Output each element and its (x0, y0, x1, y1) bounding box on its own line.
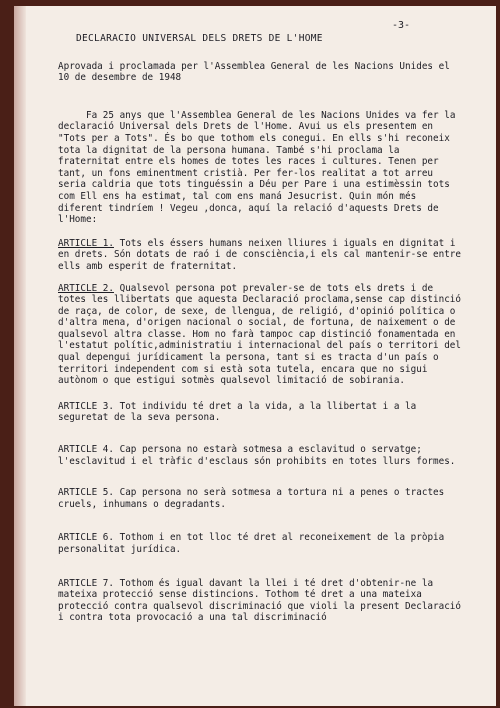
document-title: DECLARACIO UNIVERSAL DELS DRETS DE L'HOME (76, 33, 323, 44)
article-label: ARTICLE 6. (58, 532, 114, 544)
article-text: Tot individu té dret a la vida, a la llibertat i a la seguretat de la seva persona. (58, 400, 417, 424)
document-subtitle: Aprovada i proclamada per l'Assemblea General de les Nacions Unides el 10 de desembre de 1948 (58, 60, 450, 84)
article-2 (58, 283, 466, 387)
article-text: Qualsevol persona pot prevaler-se de tots els drets i de totes les llibertats que aquesta Declaració proclama,sense cap distinció de raça, de color, de sexe, de llengua, de religió, d'opinió política o d'altra mena, d'origen nacional o social, de fortuna, de naixement o de qualsevol altra classe. Hom no farà tampoc cap distinció fonamentada en l'estatut polític,administratiu i internacional del país o territori del qual depengui jurídicament la persona, tant si es tracta d'un país o territori independent com si està sota tutela, encara que no sigui autònom o que estigui sotmès qualsevol limitació de sobirania. (58, 282, 461, 387)
page-binding-edge (14, 6, 26, 706)
intro-paragraph: Fa 25 anys que l'Assemblea General de les Nacions Unides va fer la declaració Universal dels Drets de l'Home. Avui us els presentem en "Tots per a Tots". És bo que tothom els conegui. En ells s'hi reconeix tota la dignitat de la persona humana. També s'hi proclama la fraternitat entre els homes de totes les races i cultures. Tenen per tant, un fons eminentment cristià. Per fer-los realitat a tot arreu seria caldria que tots tinguéssin a Déu per Pare i una estimèssin tots com Ell ens ha estimat, tal com ens maná Jesucrist. Quin món més diferent tindríem ! Vegeu ,donca, aquí la relació d'aquests Drets de l'Home: (58, 109, 456, 226)
article-5 (58, 487, 466, 510)
article-1 (58, 238, 466, 273)
article-4 (58, 444, 466, 467)
article-text: Cap persona no serà sotmesa a tortura ni a penes o tractes cruels, inhumans o degradants. (58, 487, 445, 510)
article-label: ARTICLE 4. (58, 444, 114, 456)
article-text: Tothom és igual davant la llei i té dret d'obtenir-ne la mateixa protecció sense distincions. Tothom té dret a una mateixa protecció contra qualsevol discriminació que violi la present Declaració i contra tota provocació a una tal discriminació (58, 577, 461, 624)
article-3 (58, 401, 466, 424)
article-text: Tots els éssers humans neixen lliures i iguals en dignitat i en drets. Són dotats de raó i de consciència,i els cal mantenir-se entre ells amb esperit de fraternitat. (58, 237, 461, 272)
article-label: ARTICLE 2. (58, 282, 114, 294)
document-page (14, 6, 496, 706)
article-text: Tothom i en tot lloc té dret al reconeixement de la pròpia personalitat jurídica. (58, 532, 445, 555)
article-label: ARTICLE 5. (58, 487, 114, 499)
page-number: -3- (391, 20, 410, 31)
article-label: ARTICLE 3. (58, 400, 114, 412)
article-label: ARTICLE 1. (58, 237, 114, 249)
article-label: ARTICLE 7. (58, 577, 114, 589)
document-body (58, 33, 466, 624)
article-7 (58, 578, 466, 624)
article-6 (58, 532, 466, 555)
article-text: Cap persona no estarà sotmesa a esclavitud o servatge; l'esclavitud i el tràfic d'esclaus són prohibits en totes llurs formes. (58, 444, 456, 467)
